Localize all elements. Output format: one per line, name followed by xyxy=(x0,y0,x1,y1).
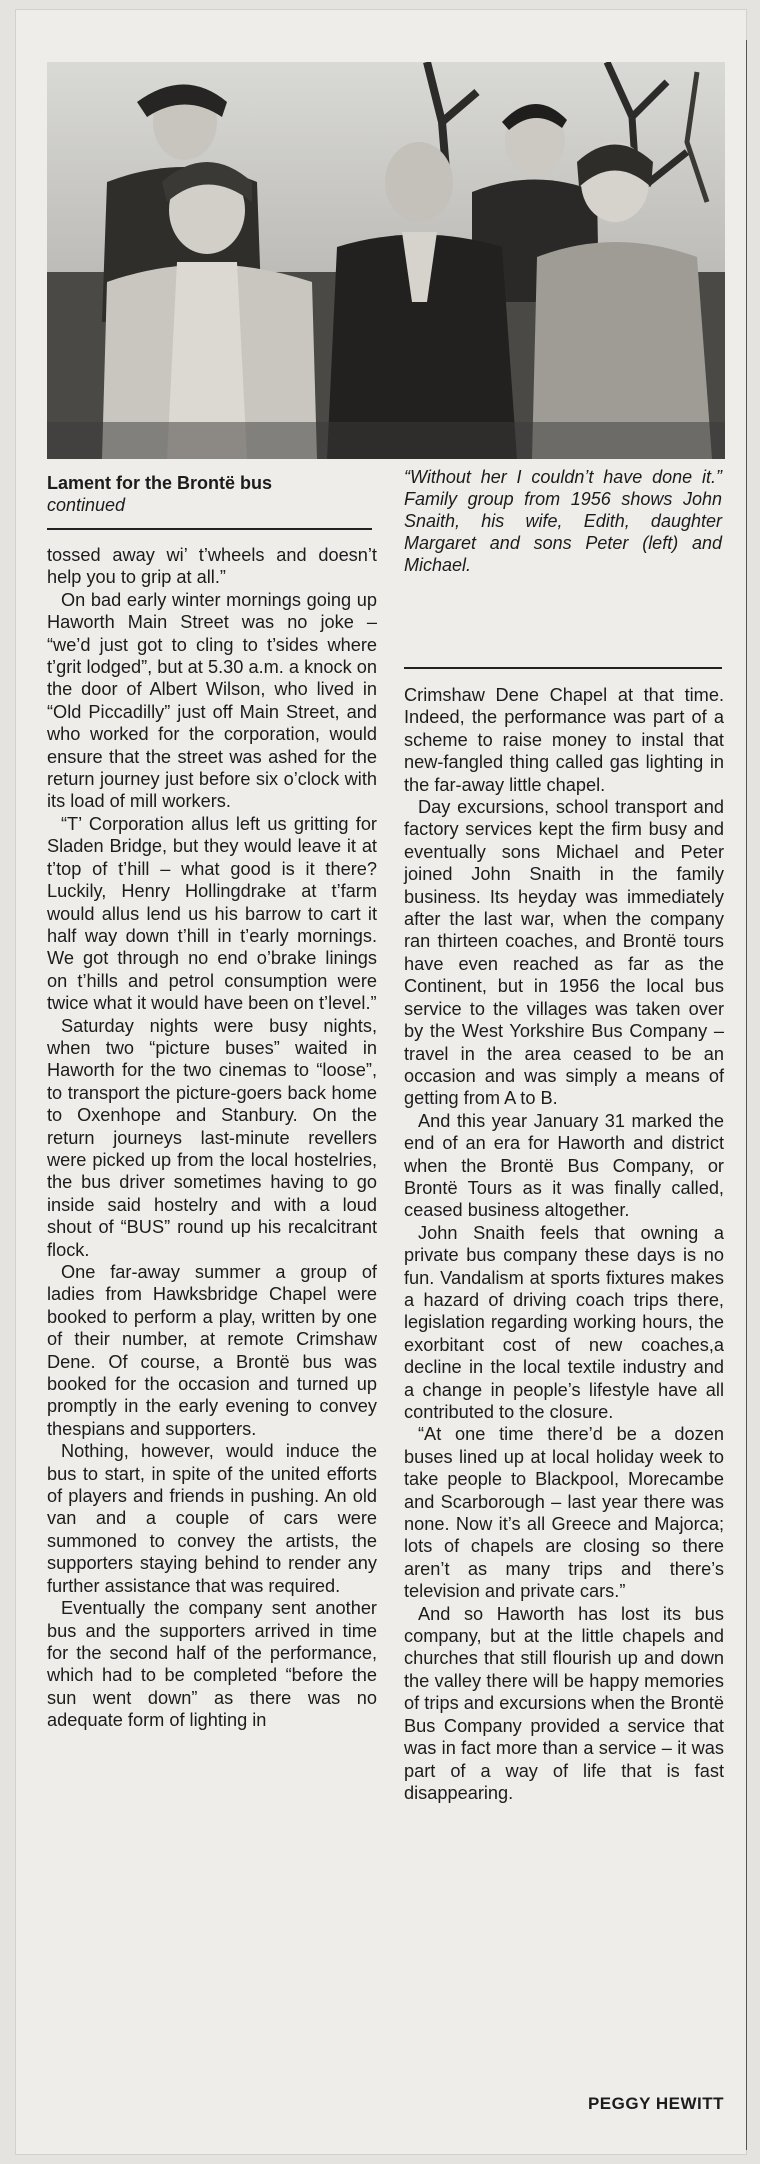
photo-caption: “Without her I couldn’t have done it.” Family group from 1956 shows John Snaith, his wife, Edith, daughter Margaret and sons Peter (left) and Michael. xyxy=(404,467,722,575)
paragraph: And so Haworth has lost its bus company, but at the little chapels and churches that still flourish up and down the valley there will be happy memories of trips and excursions when the Brontë Bus Company provided a service that was in fact more than a service – it was part of a way of life that is fast disappearing. xyxy=(404,1603,724,1803)
paragraph: Crimshaw Dene Chapel at that time. Indeed, the performance was part of a scheme to raise money to instal that new-fangled thing called gas lighting in the far-away little chapel. xyxy=(404,685,724,795)
caption-rule-left xyxy=(47,528,372,530)
column-edge-rule xyxy=(746,40,747,2150)
family-photo xyxy=(47,62,725,459)
continued-label: continued xyxy=(47,495,126,515)
paragraph: Saturday nights were busy nights, when two “picture buses” waited in Haworth for the two cinemas to “loose”, to transport the picture-goers back home to Oxenhope and Stanbury. On the return journeys last-minute revellers were picked up from the local hostelries, the bus driver sometimes having to go inside said hostelry and with a loud shout of “BUS” round up his recalcitrant flock. xyxy=(47,1015,377,1260)
paragraph: And this year January 31 marked the end of an era for Haworth and district when the Brontë Bus Company, or Brontë Tours as it was finally called, ceased business altogether. xyxy=(404,1110,724,1221)
paragraph: John Snaith feels that owning a private bus company these days is no fun. Vandalism at sports fixtures makes a hazard of driving coach trips there, legislation regarding working hours, the exorbitant cost of new coaches,a decline in the local textile industry and a change in people’s lifestyle have all contributed to the closure. xyxy=(404,1222,724,1422)
article-column-1 xyxy=(47,544,377,1732)
paragraph: “T’ Corporation allus left us gritting for Sladen Bridge, but they would leave it at t’top of t’hill – what good is it there? Luckily, Henry Hollingdrake at t’farm would allus lend us his barrow to cart it half way down t’hill in t’early mornings. We got through no end o’brake linings on t’hills and petrol consumption were twice what it would have been on t’level.” xyxy=(47,813,377,1014)
headline: Lament for the Brontë bus xyxy=(47,473,273,493)
caption-rule-right xyxy=(404,667,722,669)
byline: PEGGY HEWITT xyxy=(587,2094,724,2113)
paragraph: Day excursions, school transport and factory services kept the firm busy and eventually sons Michael and Peter joined John Snaith in the family business. Its heyday was immediately after the last war, when the company ran thirteen coaches, and Brontë tours have even reached as far as the Continent, but in 1956 the local bus service to the villages was taken over by the West Yorkshire Bus Company – travel in the area ceased to be an occasion and was simply a means of getting from A to B. xyxy=(404,797,724,1109)
paragraph: “At one time there’d be a dozen buses lined up at local holiday week to take people to Blackpool, Morecambe and Scarborough – last year there was none. Now it’s all Greece and Majorca; lots of chapels are closing so there aren’t as many trips and there’s television and private cars.” xyxy=(404,1424,724,1602)
article-column-2 xyxy=(404,684,724,1804)
paragraph: Nothing, however, would induce the bus to start, in spite of the united efforts of players and friends in pushing. An old van and a couple of cars were summoned to convey the artists, the supporters staying behind to render any further assistance that was required. xyxy=(47,1441,377,1596)
paragraph: One far-away summer a group of ladies from Hawksbridge Chapel were booked to perform a play, written by one of their number, at remote Crimshaw Dene. Of course, a Brontë bus was booked for the occasion and turned up promptly in the early evening to convey thespians and supporters. xyxy=(47,1262,377,1439)
paragraph: On bad early winter mornings going up Haworth Main Street was no joke – “we’d just got to cling to t’sides where t’grit lodged”, but at 5.30 a.m. a knock on the door of Albert Wilson, who lived in “Old Piccadilly” just off Main Street, and who worked for the corporation, would ensure that the street was ashed for the return journey just before six o’clock with its load of mill workers. xyxy=(47,589,377,812)
paragraph: tossed away wi’ t’wheels and doesn’t help you to grip at all.” xyxy=(47,545,377,588)
paragraph: Eventually the company sent another bus and the supporters arrived in time for the second half of the performance, which had to be completed “before the sun went down” as there was no adequate form of lighting in xyxy=(47,1598,377,1731)
